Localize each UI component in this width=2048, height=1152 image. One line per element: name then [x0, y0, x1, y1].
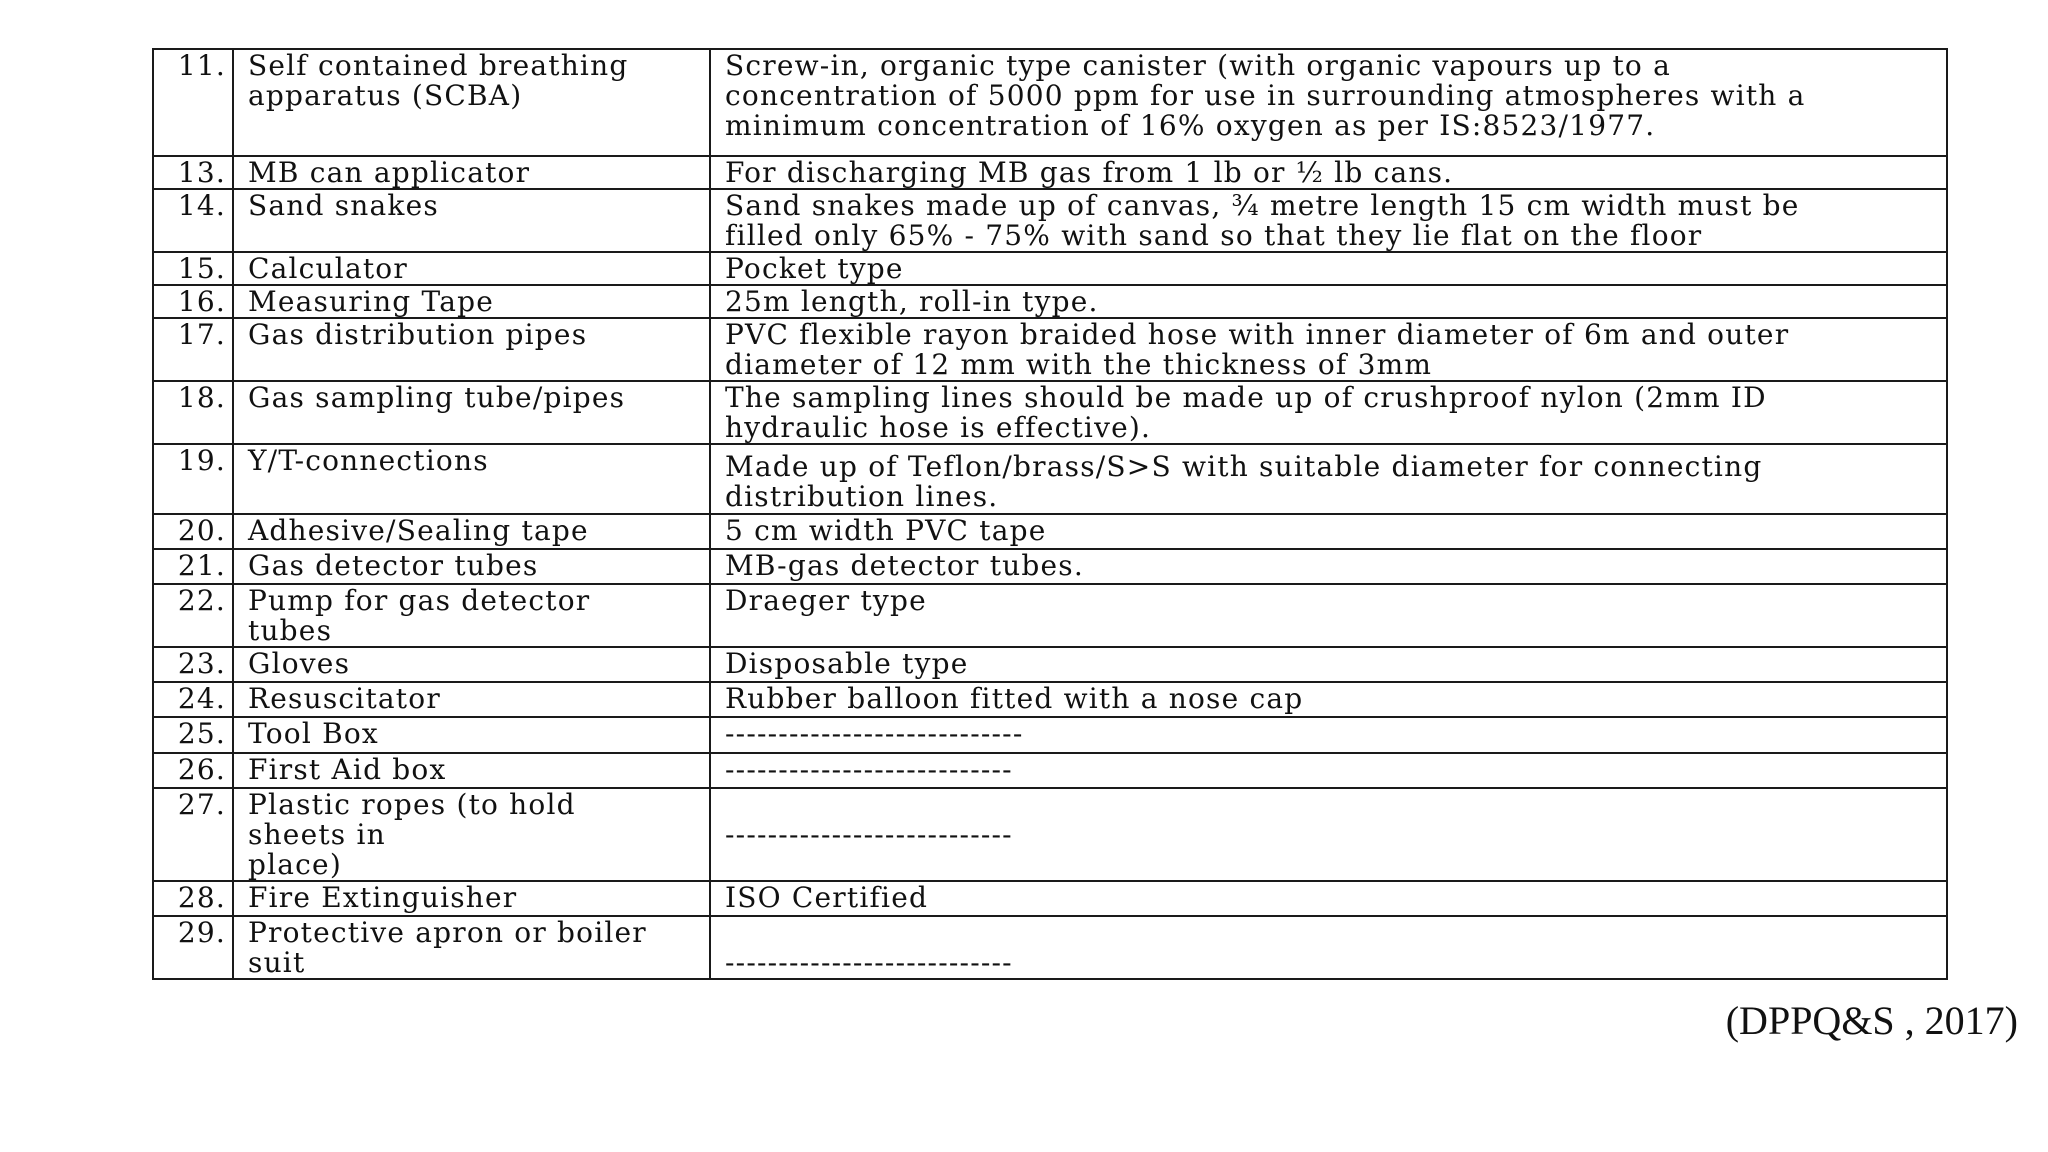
- item-spec: ISO Certified: [710, 881, 1947, 916]
- item-name: Resuscitator: [233, 682, 710, 717]
- item-name: Pump for gas detector tubes: [233, 584, 710, 647]
- item-spec: MB-gas detector tubes.: [710, 549, 1947, 584]
- item-name: Protective apron or boiler suit: [233, 916, 710, 979]
- item-spec: ---------------------------: [710, 788, 1947, 881]
- table-row: [153, 285, 1947, 318]
- row-number: 24.: [153, 682, 233, 717]
- table-row: [153, 549, 1947, 584]
- row-number: 27.: [153, 788, 233, 881]
- table-row: [153, 514, 1947, 549]
- row-number: 16.: [153, 285, 233, 318]
- table-row: [153, 682, 1947, 717]
- item-spec: Pocket type: [710, 252, 1947, 285]
- table-row: [153, 788, 1947, 881]
- item-spec: ---------------------------: [710, 753, 1947, 788]
- item-name: Fire Extinguisher: [233, 881, 710, 916]
- item-name: First Aid box: [233, 753, 710, 788]
- item-spec: Disposable type: [710, 647, 1947, 682]
- table-row: [153, 916, 1947, 979]
- item-spec: Rubber balloon fitted with a nose cap: [710, 682, 1947, 717]
- table-row: [153, 444, 1947, 514]
- item-spec: 5 cm width PVC tape: [710, 514, 1947, 549]
- row-number: 20.: [153, 514, 233, 549]
- row-number: 28.: [153, 881, 233, 916]
- row-number: 26.: [153, 753, 233, 788]
- source-citation: (DPPQ&S , 2017): [1725, 998, 2018, 1043]
- item-spec: Screw-in, organic type canister (with organic vapours up to a concentration of 5000 ppm for use in surrounding atmospheres with a minimum concentration of 16% oxygen as per IS:8523/1977.: [710, 49, 1947, 156]
- table-row: [153, 717, 1947, 753]
- item-name: Tool Box: [233, 717, 710, 753]
- row-number: 11.: [153, 49, 233, 156]
- item-spec: ----------------------------: [710, 717, 1947, 753]
- item-name: Plastic ropes (to hold sheets in place): [233, 788, 710, 881]
- item-name: MB can applicator: [233, 156, 710, 189]
- table-row: [153, 881, 1947, 916]
- item-spec: For discharging MB gas from 1 lb or ½ lb cans.: [710, 156, 1947, 189]
- item-spec: ---------------------------: [710, 916, 1947, 979]
- row-number: 21.: [153, 549, 233, 584]
- item-spec: The sampling lines should be made up of crushproof nylon (2mm ID hydraulic hose is effective).: [710, 381, 1947, 444]
- item-spec: Draeger type: [710, 584, 1947, 647]
- row-number: 25.: [153, 717, 233, 753]
- equipment-table-container: [152, 48, 1948, 980]
- row-number: 18.: [153, 381, 233, 444]
- table-row: [153, 189, 1947, 252]
- table-row: [153, 584, 1947, 647]
- table-row: [153, 156, 1947, 189]
- item-name: Gloves: [233, 647, 710, 682]
- row-number: 29.: [153, 916, 233, 979]
- equipment-table: [152, 48, 1948, 980]
- item-name: Self contained breathing apparatus (SCBA): [233, 49, 710, 156]
- table-row: [153, 49, 1947, 156]
- row-number: 23.: [153, 647, 233, 682]
- row-number: 14.: [153, 189, 233, 252]
- item-name: Calculator: [233, 252, 710, 285]
- table-row: [153, 252, 1947, 285]
- row-number: 13.: [153, 156, 233, 189]
- equipment-table-body: [153, 49, 1947, 979]
- row-number: 17.: [153, 318, 233, 381]
- item-spec: Made up of Teflon/brass/S>S with suitable diameter for connecting distribution lines.: [710, 444, 1947, 514]
- item-name: Gas sampling tube/pipes: [233, 381, 710, 444]
- item-name: Gas detector tubes: [233, 549, 710, 584]
- item-name: Gas distribution pipes: [233, 318, 710, 381]
- item-spec: 25m length, roll-in type.: [710, 285, 1947, 318]
- row-number: 15.: [153, 252, 233, 285]
- item-name: Adhesive/Sealing tape: [233, 514, 710, 549]
- table-row: [153, 381, 1947, 444]
- row-number: 19.: [153, 444, 233, 514]
- item-spec: Sand snakes made up of canvas, ¾ metre length 15 cm width must be filled only 65% - 75% with sand so that they lie flat on the floor: [710, 189, 1947, 252]
- table-row: [153, 318, 1947, 381]
- row-number: 22.: [153, 584, 233, 647]
- item-name: Sand snakes: [233, 189, 710, 252]
- item-name: Measuring Tape: [233, 285, 710, 318]
- item-name: Y/T-connections: [233, 444, 710, 514]
- item-spec: PVC flexible rayon braided hose with inner diameter of 6m and outer diameter of 12 mm with the thickness of 3mm: [710, 318, 1947, 381]
- table-row: [153, 647, 1947, 682]
- table-row: [153, 753, 1947, 788]
